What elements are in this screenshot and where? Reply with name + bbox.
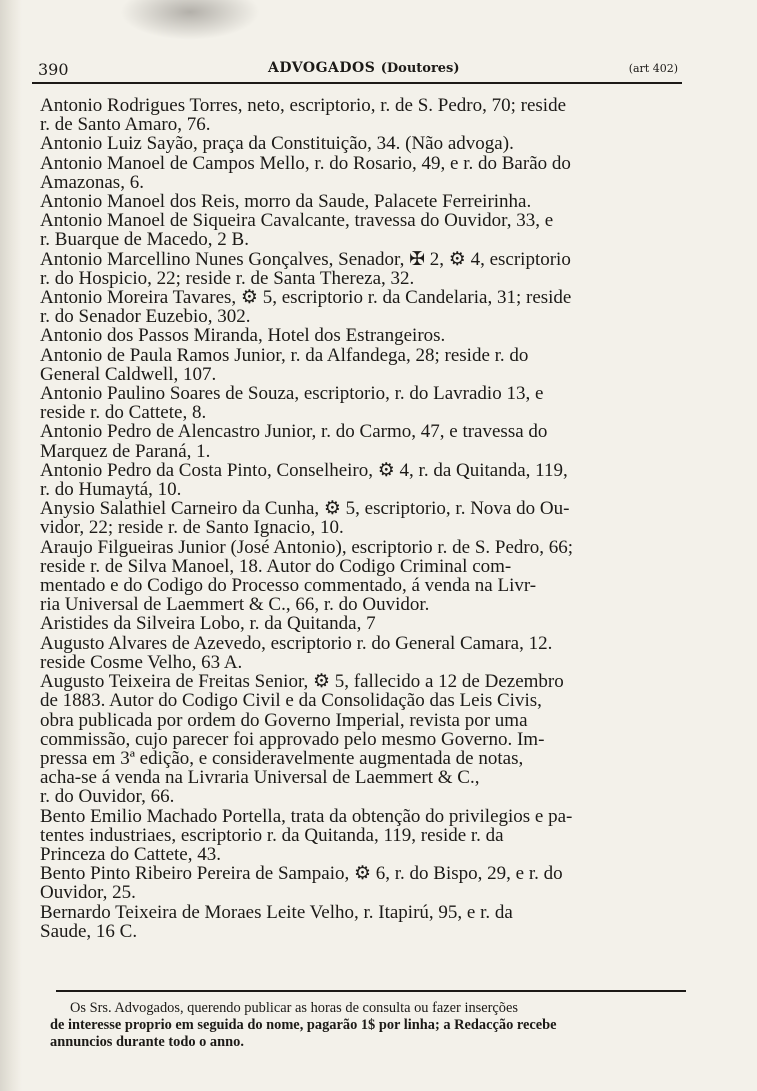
entry-line: Amazonas, 6. xyxy=(40,171,144,193)
running-title xyxy=(268,60,460,76)
footnote-line: annuncios durante todo o anno. xyxy=(50,1034,244,1050)
entry-line: mentado e do Codigo do Processo commentado, á venda na Livr- xyxy=(40,575,537,597)
entry-line: r. do Ouvidor, 66. xyxy=(40,786,175,808)
entry-line: Antonio Marcellino Nunes Gonçalves, Senador, ✠ 2, ⚙ 4, escriptorio xyxy=(40,248,571,270)
entry-line: acha-se á venda na Livraria Universal de Laemmert & C., xyxy=(40,767,480,789)
directory-entry xyxy=(40,288,688,326)
directory-entry xyxy=(40,192,688,211)
directory-entry xyxy=(40,614,688,633)
entry-line: reside Cosme Velho, 63 A. xyxy=(40,651,243,673)
directory-entry xyxy=(40,422,688,460)
entry-line: Bento Emilio Machado Portella, trata da obtenção do privilegios e pa- xyxy=(40,805,573,827)
entry-line: Antonio dos Passos Miranda, Hotel dos Estrangeiros. xyxy=(40,325,446,347)
entry-line: Antonio Pedro da Costa Pinto, Conselheiro, ⚙ 4, r. da Quitanda, 119, xyxy=(40,459,568,481)
entry-line: reside r. do Cattete, 8. xyxy=(40,402,207,424)
scan-edge-shadow xyxy=(0,0,22,1091)
entry-line: General Caldwell, 107. xyxy=(40,363,217,385)
entry-line: pressa em 3ª edição, e consideravelmente augmentada de notas, xyxy=(40,747,524,769)
directory-entry xyxy=(40,134,688,153)
entry-line: Bernardo Teixeira de Moraes Leite Velho, r. Itapirú, 95, e r. da xyxy=(40,901,513,923)
directory-entry xyxy=(40,634,688,672)
entry-line: Saude, 16 C. xyxy=(40,920,138,942)
entry-line: de 1883. Autor do Codigo Civil e da Consolidação das Leis Civis, xyxy=(40,690,542,712)
directory-entry xyxy=(40,154,688,192)
entry-line: Antonio Moreira Tavares, ⚙ 5, escriptorio r. da Candelaria, 31; reside xyxy=(40,287,572,309)
entry-line: Ouvidor, 25. xyxy=(40,882,136,904)
entry-line: vidor, 22; reside r. de Santo Ignacio, 10. xyxy=(40,517,344,539)
entry-line: Araujo Filgueiras Junior (José Antonio), escriptorio r. de S. Pedro, 66; xyxy=(40,536,573,558)
entry-line: r. do Senador Euzebio, 302. xyxy=(40,306,251,328)
entry-line: ria Universal de Laemmert & C., 66, r. do Ouvidor. xyxy=(40,594,430,616)
header-rule xyxy=(32,82,682,84)
scan-ink-blot xyxy=(120,0,260,40)
directory-entry xyxy=(40,903,688,941)
directory-entry xyxy=(40,96,688,134)
footnote-line: Os Srs. Advogados, querendo publicar as horas de consulta ou fazer inserções xyxy=(70,1000,518,1016)
entry-line: obra publicada por ordem do Governo Imperial, revista por uma xyxy=(40,709,528,731)
directory-entry xyxy=(40,211,688,249)
directory-entry xyxy=(40,672,688,806)
entry-line: Antonio Manoel de Siqueira Cavalcante, travessa do Ouvidor, 33, e xyxy=(40,210,554,232)
running-header xyxy=(28,58,684,82)
title-subtitle: (Doutores) xyxy=(380,61,460,76)
entry-line: Augusto Teixeira de Freitas Senior, ⚙ 5, fallecido a 12 de Dezembro xyxy=(40,671,564,693)
entry-line: Antonio Rodrigues Torres, neto, escriptorio, r. de S. Pedro, 70; reside xyxy=(40,95,567,116)
directory-entry xyxy=(40,346,688,384)
directory-entries xyxy=(40,96,688,941)
entry-line: Antonio Manoel dos Reis, morro da Saude, Palacete Ferreirinha. xyxy=(40,191,532,213)
directory-entry xyxy=(40,538,688,615)
entry-line: Augusto Alvares de Azevedo, escriptorio r. do General Camara, 12. xyxy=(40,632,553,654)
entry-line: Antonio de Paula Ramos Junior, r. da Alfandega, 28; reside r. do xyxy=(40,344,529,366)
footnote-line: de interesse proprio em seguida do nome, pagarão 1$ por linha; a Redacção recebe xyxy=(50,1017,557,1033)
entry-line: tentes industriaes, escriptorio r. da Quitanda, 119, reside r. da xyxy=(40,824,504,846)
directory-entry xyxy=(40,326,688,345)
entry-line: Marquez de Paraná, 1. xyxy=(40,440,211,462)
entry-line: commissão, cujo parecer foi approvado pelo mesmo Governo. Im- xyxy=(40,728,545,750)
entry-line: Anysio Salathiel Carneiro da Cunha, ⚙ 5, escriptorio, r. Nova do Ou- xyxy=(40,498,570,520)
entry-line: r. do Hospicio, 22; reside r. de Santa Thereza, 32. xyxy=(40,267,415,289)
entry-line: reside r. de Silva Manoel, 18. Autor do Codigo Criminal com- xyxy=(40,555,512,577)
entry-line: r. de Santo Amaro, 76. xyxy=(40,114,211,136)
footnote xyxy=(50,1000,690,1051)
page-number: 390 xyxy=(38,60,69,79)
directory-entry xyxy=(40,250,688,288)
entry-line: Bento Pinto Ribeiro Pereira de Sampaio, ⚙ 6, r. do Bispo, 29, e r. do xyxy=(40,863,563,885)
entry-line: r. do Humaytá, 10. xyxy=(40,479,182,501)
entry-line: Antonio Paulino Soares de Souza, escriptorio, r. do Lavradio 13, e xyxy=(40,383,544,405)
entry-line: r. Buarque de Macedo, 2 B. xyxy=(40,229,249,251)
footnote-rule xyxy=(56,990,686,992)
article-reference: (art 402) xyxy=(628,62,678,75)
entry-line: Aristides da Silveira Lobo, r. da Quitanda, 7 xyxy=(40,613,376,635)
entry-line: Antonio Pedro de Alencastro Junior, r. do Carmo, 47, e travessa do xyxy=(40,421,548,443)
entry-line: Princeza do Cattete, 43. xyxy=(40,843,221,865)
title-text: ADVOGADOS xyxy=(268,60,376,76)
directory-entry xyxy=(40,864,688,902)
directory-entry xyxy=(40,384,688,422)
directory-entry xyxy=(40,499,688,537)
entry-line: Antonio Manoel de Campos Mello, r. do Rosario, 49, e r. do Barão do xyxy=(40,152,571,174)
entry-line: Antonio Luiz Sayão, praça da Constituição, 34. (Não advoga). xyxy=(40,133,514,155)
directory-entry xyxy=(40,807,688,865)
directory-entry xyxy=(40,461,688,499)
